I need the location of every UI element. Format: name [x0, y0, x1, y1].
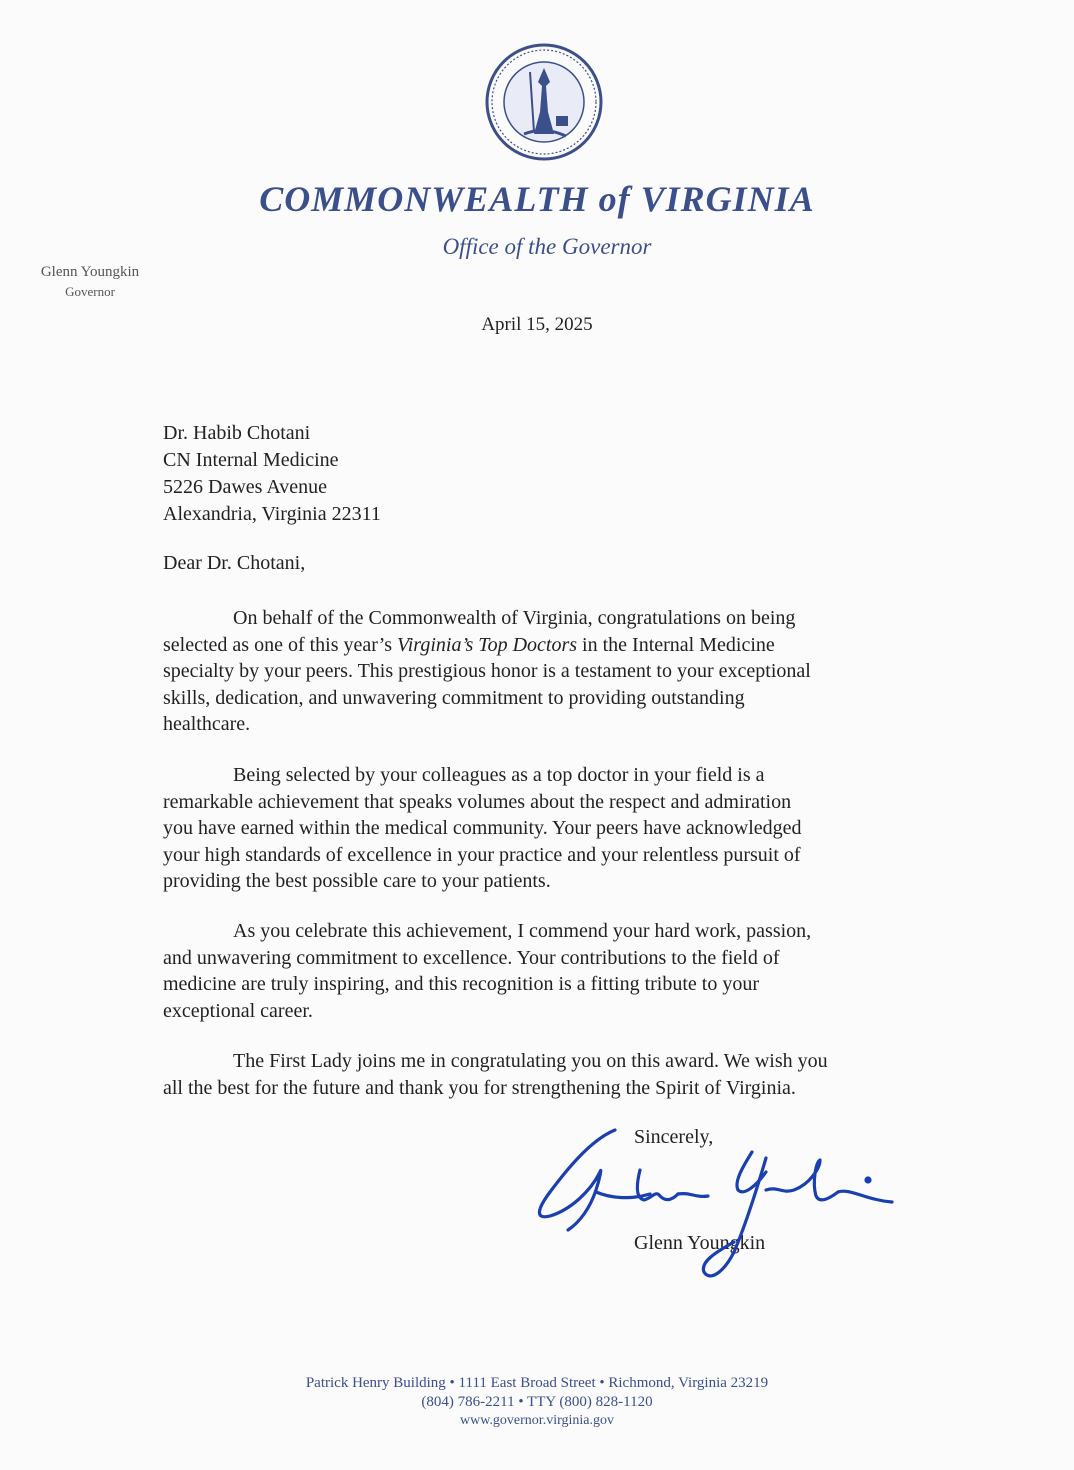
paragraph-text: selected as one of this year’s — [163, 633, 397, 656]
paragraph-line: Being selected by your colleagues as a top doctor in your field is a — [233, 764, 765, 786]
body-paragraph-2 — [163, 762, 908, 895]
handwritten-signature — [520, 1112, 910, 1292]
footer-phone: (804) 786-2211 • TTY (800) 828-1120 — [421, 1394, 653, 1410]
governor-title: Governor — [65, 284, 115, 299]
letter-date: April 15, 2025 — [481, 314, 593, 335]
governor-name: Glenn Youngkin — [40, 264, 140, 280]
paragraph-line: and unwavering commitment to excellence. Your contributions to the field of — [163, 946, 780, 969]
award-name: Virginia’s Top Doctors — [397, 633, 578, 656]
paragraph-line: As you celebrate this achievement, I commend your hard work, passion, — [233, 920, 812, 942]
recipient-address — [163, 420, 381, 528]
paragraph-line: specialty by your peers. This prestigious honor is a testament to your exceptional — [163, 660, 811, 682]
paragraph-line: all the best for the future and thank you for strengthening the Spirit of Virginia. — [163, 1076, 796, 1099]
paragraph-line: medicine are truly inspiring, and this recognition is a fitting tribute to your — [163, 973, 759, 995]
salutation: Dear Dr. Chotani, — [163, 552, 306, 574]
footer-website: www.governor.virginia.gov — [460, 1413, 614, 1428]
body-paragraph-3 — [163, 918, 908, 1024]
paragraph-line: skills, dedication, and unwavering commitment to providing outstanding — [163, 686, 745, 709]
body-paragraph-1 — [163, 605, 908, 738]
recipient-name: Dr. Habib Chotani — [163, 422, 311, 444]
paragraph-line: The First Lady joins me in congratulating you on this award. We wish you — [233, 1050, 828, 1072]
recipient-street: 5226 Dawes Avenue — [163, 476, 328, 498]
footer-address: Patrick Henry Building • 1111 East Broad Street • Richmond, Virginia 23219 — [305, 1375, 769, 1391]
paragraph-line: On behalf of the Commonwealth of Virginia, congratulations on being — [233, 607, 796, 629]
paragraph-text: in the Internal Medicine — [577, 633, 775, 656]
paragraph-line: you have earned within the medical community. Your peers have acknowledged — [163, 817, 802, 839]
closing: Sincerely, — [634, 1126, 714, 1148]
paragraph-line — [163, 632, 908, 659]
letterhead-title: COMMONWEALTH of VIRGINIA — [259, 179, 815, 219]
paragraph-line: exceptional career. — [163, 999, 313, 1022]
paragraph-line: providing the best possible care to your patients. — [163, 870, 551, 892]
letterhead-office: Office of the Governor — [442, 234, 652, 259]
recipient-city: Alexandria, Virginia 22311 — [163, 503, 381, 525]
paragraph-line: your high standards of excellence in your practice and your relentless pursuit of — [163, 843, 801, 866]
paragraph-line: healthcare. — [163, 713, 251, 735]
signer-name: Glenn Youngkin — [634, 1232, 766, 1254]
paragraph-line: remarkable achievement that speaks volumes about the respect and admiration — [163, 790, 792, 813]
recipient-organization: CN Internal Medicine — [163, 449, 339, 471]
virginia-seal-icon — [484, 42, 604, 162]
body-paragraph-4 — [163, 1048, 908, 1101]
